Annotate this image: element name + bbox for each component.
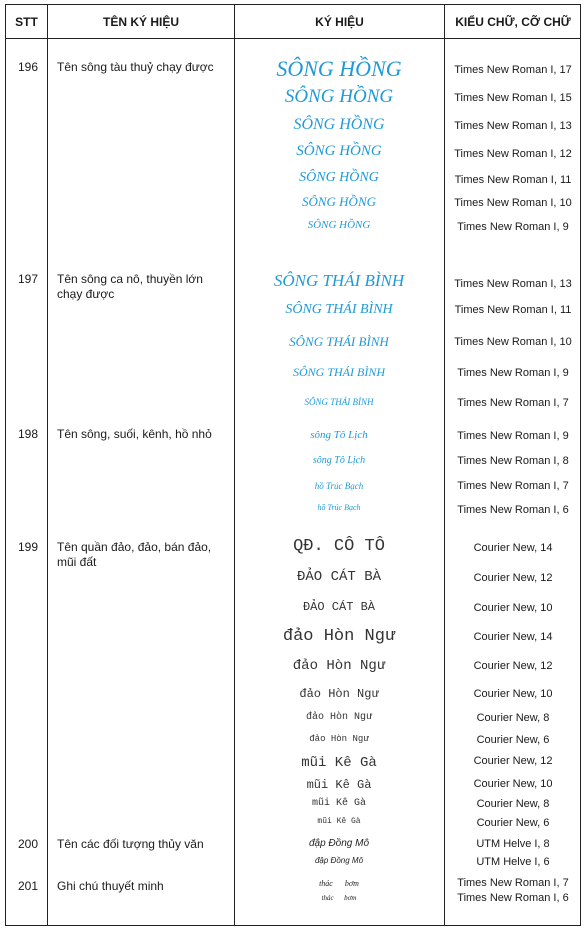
row-name: Tên quần đảo, đảo, bán đảo, mũi đất [57,540,212,569]
font-spec: Times New Roman I, 12 [454,148,572,160]
font-spec: Times New Roman I, 7 [457,877,569,889]
font-spec: Courier New, 12 [473,660,553,672]
row-name: Tên sông ca nô, thuyền lớn chạy được [57,272,203,301]
font-spec: Times New Roman I, 13 [454,120,572,132]
symbol-sample: hồ Trúc Bạch [314,481,364,491]
symbol-sample: SÔNG HỒNG [284,86,394,107]
row-stt: 197 [18,272,39,286]
row-name: Tên sông tàu thuỷ chạy được [57,60,214,74]
symbol-sample: SÔNG THÁI BÌNH [285,302,393,317]
symbol-sample: ĐẢO CÁT BÀ [296,569,381,585]
symbol-sample: sông Tô Lịch [312,455,366,466]
symbol-sample: đảo Hòn Ngư [282,627,396,646]
column-divider [47,5,48,925]
symbol-sample: SÔNG HỒNG [296,143,382,159]
font-spec: UTM Helve I, 6 [476,856,550,868]
header-symbol: KÝ HIỆU [315,14,364,29]
font-spec: Courier New, 14 [473,631,553,643]
symbol-sample: ĐẢO CÁT BÀ [302,600,375,614]
symbol-sample: SÔNG THÁI BÌNH [289,334,389,349]
font-spec: Times New Roman I, 10 [454,336,572,348]
font-spec: Times New Roman I, 8 [457,455,569,467]
row-name: Ghi chú thuyết minh [57,879,164,893]
symbol-sample: thác bơm [319,879,359,888]
header-divider [6,38,580,39]
row-stt: 200 [18,837,39,851]
symbol-sample: SÔNG HỒNG [301,194,377,209]
symbol-sample: SÔNG HỒNG [299,170,379,185]
font-spec: Times New Roman I, 11 [454,304,572,316]
font-spec: Times New Roman I, 9 [457,367,569,379]
symbol-sample: mũi Kê Gà [301,755,377,771]
symbol-sample: SÔNG THÁI BÌNH [273,271,405,290]
font-spec: Times New Roman I, 15 [454,92,572,104]
symbol-sample: QĐ. CÔ TÔ [293,537,385,556]
font-spec: Courier New, 12 [473,755,553,767]
row-name: Tên các đối tượng thủy văn [57,837,204,851]
font-spec: Courier New, 10 [473,602,553,614]
font-spec: Courier New, 10 [473,688,553,700]
header-font: KIỂU CHỮ, CỠ CHỮ [455,14,571,29]
symbol-sample: SÔNG THÁI BÌNH [293,365,385,379]
symbol-sample: thác bơm [321,894,357,902]
font-spec: Courier New, 8 [476,798,550,810]
row-stt: 201 [18,879,39,893]
font-spec: Times New Roman I, 7 [457,480,569,492]
font-spec: Courier New, 10 [473,778,553,790]
font-spec: Courier New, 6 [476,734,550,746]
font-spec: Times New Roman I, 6 [457,504,569,516]
symbol-sample: đảo Hòn Ngư [299,687,379,701]
font-spec: Times New Roman I, 17 [454,64,572,76]
row-stt: 198 [18,427,39,441]
row-stt: 199 [18,540,39,554]
font-spec: Times New Roman I, 10 [454,197,572,209]
symbol-sample: đảo Hòn Ngư [305,712,372,723]
font-spec: Times New Roman I, 9 [457,430,569,442]
font-spec: Courier New, 8 [476,712,550,724]
font-spec: Times New Roman I, 11 [454,174,572,186]
symbol-table [5,4,581,926]
symbol-sample: hồ Trúc Bạch [317,503,361,512]
symbol-sample: SÔNG THÁI BÌNH [304,397,374,407]
symbol-sample: SÔNG HỒNG [276,56,402,81]
header-name: TÊN KÝ HIỆU [102,14,179,29]
row-stt: 196 [18,60,39,74]
symbol-sample: mũi Kê Gà [311,798,366,809]
row-name: Tên sông, suối, kênh, hồ nhỏ [57,427,212,441]
symbol-sample: đập Đồng Mô [308,838,370,849]
symbol-sample: mũi Kê Gà [306,778,372,792]
symbol-sample: mũi Kê Gà [317,817,361,826]
font-spec: Times New Roman I, 7 [457,397,569,409]
font-spec: Courier New, 14 [473,542,553,554]
header-stt: STT [15,14,38,29]
font-spec: Courier New, 12 [473,572,553,584]
symbol-sample: đảo Hòn Ngư [292,658,386,674]
symbol-sample: SÔNG HỒNG [293,116,385,133]
font-spec: Times New Roman I, 6 [457,892,569,904]
symbol-sample: đập Đồng Mô [314,856,364,865]
font-spec: Courier New, 6 [476,817,550,829]
symbol-sample: sông Tô Lịch [310,429,368,441]
font-spec: Times New Roman I, 13 [454,278,572,290]
symbol-sample: SÔNG HỒNG [307,219,371,231]
symbol-sample: đảo Hòn Ngư [309,734,369,744]
font-spec: UTM Helve I, 8 [476,838,550,850]
font-spec: Times New Roman I, 9 [457,221,569,233]
